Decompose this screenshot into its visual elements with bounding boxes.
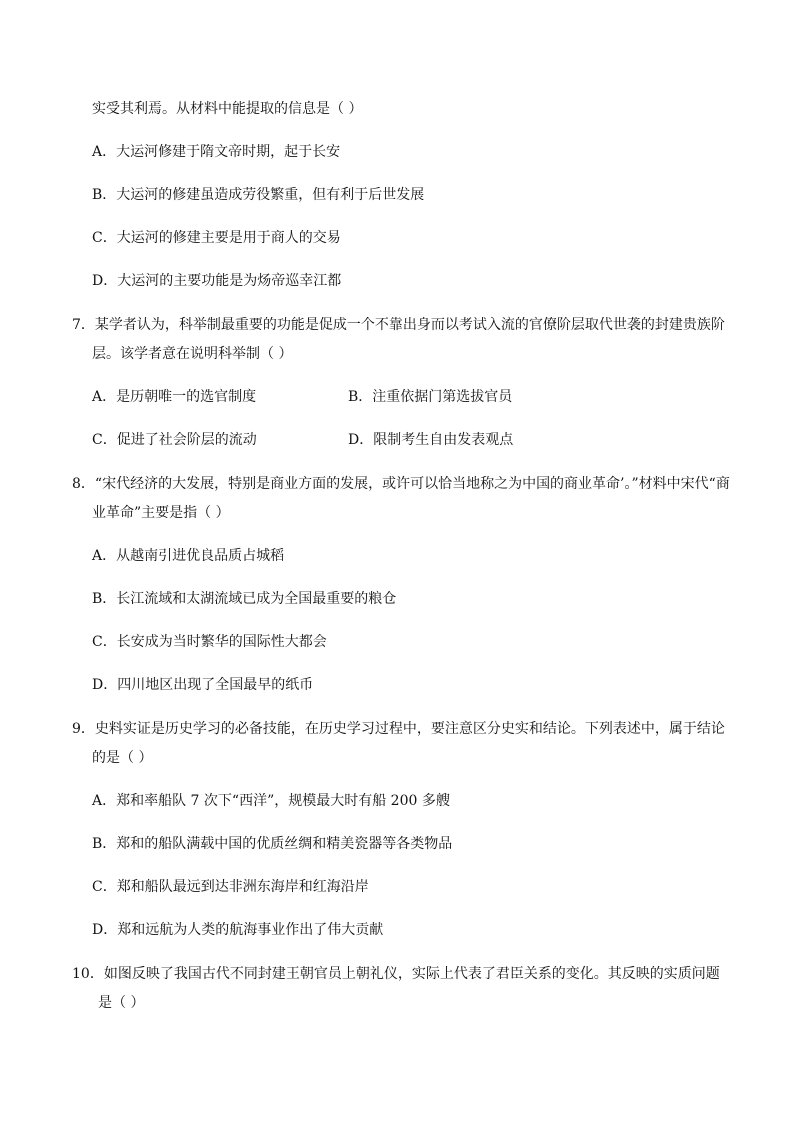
- q6-option-a: A．大运河修建于隋文帝时期，起于长安: [92, 144, 341, 160]
- q9-stem-line1: 9．史料实证是历史学习的必备技能，在历史学习过程中，要注意区分史实和结论。下列表述中，属于结论: [72, 721, 725, 737]
- q8-option-a: A．从越南引进优良品质占城稻: [92, 548, 285, 564]
- q6-option-d: D．大运河的主要功能是为炀帝巡幸江都: [92, 273, 342, 289]
- q6-option-c: C．大运河的修建主要是用于商人的交易: [92, 230, 341, 246]
- q10-stem-line2: 是（ ）: [98, 995, 145, 1011]
- q10-stem-line1: 10．如图反映了我国古代不同封建王朝官员上朝礼仪，实际上代表了君臣关系的变化。其反映的实质问题: [72, 966, 720, 982]
- q8-option-c: C．长安成为当时繁华的国际性大都会: [92, 634, 327, 650]
- q6-stem-tail: 实受其利焉。从材料中能提取的信息是（ ）: [92, 101, 363, 117]
- q8-stem-line1: 8．“宋代经济的大发展，特别是商业方面的发展，或许可以恰当地称之为中国的商业革命’。”材料中宋代“商: [72, 476, 730, 492]
- q9-option-b: B．郑和的船队满载中国的优质丝绸和精美瓷器等各类物品: [92, 836, 453, 852]
- q7-option-d: D．限制考生自由发表观点: [348, 432, 514, 448]
- q8-option-b: B．长江流域和太湖流域已成为全国最重要的粮仓: [92, 591, 397, 607]
- q7-option-b: B．注重依据门第选拔官员: [348, 389, 513, 405]
- q9-stem-line2: 的是（ ）: [92, 750, 153, 766]
- q7-stem-line1: 7．某学者认为，科举制最重要的功能是促成一个不靠出身而以考试入流的官僚阶层取代世袭的封建贵族阶: [72, 317, 725, 333]
- q7-stem-line2: 层。该学者意在说明科举制（ ）: [92, 346, 293, 362]
- q6-option-b: B．大运河的修建虽造成劳役繁重，但有利于后世发展: [92, 187, 425, 203]
- q9-option-d: D．郑和远航为人类的航海事业作出了伟大贡献: [92, 922, 384, 938]
- q9-option-c: C．郑和船队最远到达非洲东海岸和红海沿岸: [92, 879, 369, 895]
- q7-option-c: C．促进了社会阶层的流动: [92, 432, 257, 448]
- q8-option-d: D．四川地区出现了全国最早的纸币: [92, 677, 314, 693]
- q9-option-a: A．郑和率船队 7 次下“西洋”，规模最大时有船 200 多艘: [92, 793, 450, 809]
- q8-stem-line2: 业革命”主要是指（ ）: [92, 505, 230, 521]
- q7-option-a: A．是历朝唯一的选官制度: [92, 389, 257, 405]
